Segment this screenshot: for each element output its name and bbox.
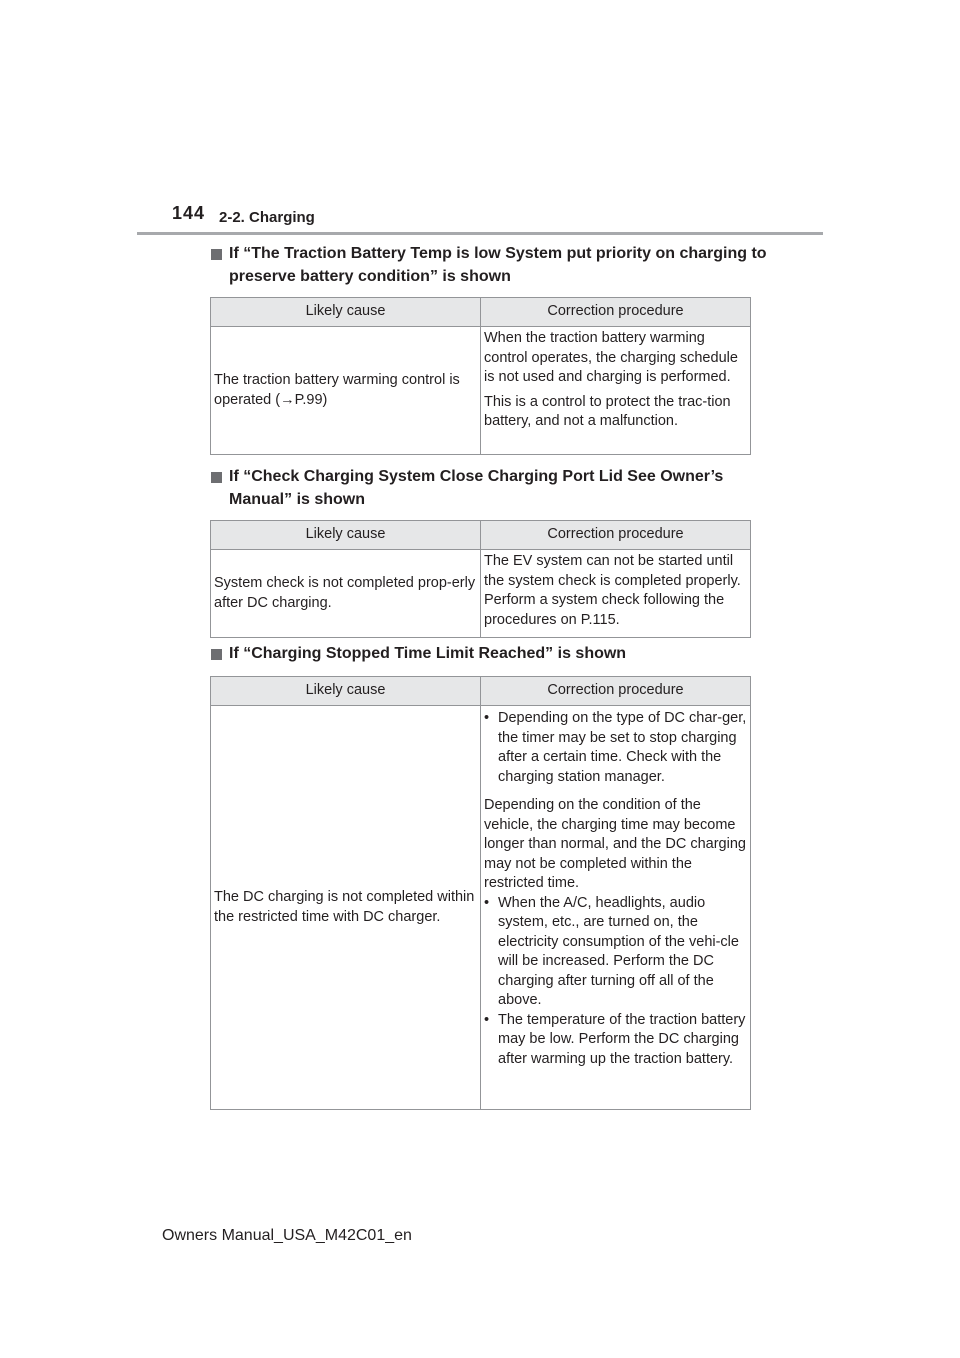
table-header-row: [211, 521, 751, 550]
table-header-row: [211, 298, 751, 327]
column-header-correction: Correction procedure: [481, 677, 751, 706]
square-bullet-icon: [211, 649, 222, 660]
table-row: [211, 550, 751, 638]
bullet-dot-icon: •: [484, 1011, 490, 1028]
column-header-cause: Likely cause: [211, 298, 481, 327]
table-time-limit-reached: [210, 676, 751, 1110]
table-low-battery-temp: [210, 297, 751, 455]
table-row: [211, 327, 751, 455]
header-rule: [137, 232, 823, 235]
page-number: 144: [172, 203, 206, 223]
column-header-correction: Correction procedure: [481, 298, 751, 327]
correction-cell: The EV system can not be started until the system check is completed properly. Perform a system check following the procedures on P.115.: [481, 550, 751, 638]
heading-time-limit-reached: If “Charging Stopped Time Limit Reached” is shown: [211, 642, 771, 665]
footer-text: Owners Manual_USA_M42C01_en: [162, 1227, 412, 1244]
column-header-cause: Likely cause: [211, 521, 481, 550]
table-check-charging-system: [210, 520, 751, 638]
square-bullet-icon: [211, 472, 222, 483]
square-bullet-icon: [211, 249, 222, 260]
likely-cause-cell: The DC charging is not completed within the restricted time with DC charger.: [211, 706, 481, 1110]
heading-check-charging-system: If “Check Charging System Close Charging Port Lid See Owner’s Manual” is shown: [211, 465, 771, 511]
correction-cell: When the traction battery warming control operates, the charging schedule is not used and charging is performed. This is a control to protect the trac-tion battery, and not a malfunction.: [481, 327, 751, 455]
bullet-dot-icon: •: [484, 710, 490, 726]
column-header-correction: Correction procedure: [481, 521, 751, 550]
bullet-dot-icon: •: [484, 894, 490, 911]
bullet-item: • Depending on the type of DC char-ger, the timer may be set to stop charging after a certain time. Check with the charging station manager.: [484, 710, 747, 785]
likely-cause-cell: System check is not completed prop-erly after DC charging.: [211, 550, 481, 638]
table-row: [211, 706, 751, 1110]
section-title: 2-2. Charging: [219, 209, 315, 226]
column-header-cause: Likely cause: [211, 677, 481, 706]
likely-cause-cell: The traction battery warming control is operated (→P.99): [211, 327, 481, 455]
bullet-item: • The temperature of the traction battery may be low. Perform the DC charging after warming up the traction battery.: [484, 1011, 746, 1067]
table-header-row: [211, 677, 751, 706]
bullet-item: • When the A/C, headlights, audio system, etc., are turned on, the electricity consumption of the vehi-cle will be increased. Perform the DC charging after turning off all of the above.: [484, 894, 739, 1008]
correction-cell: • Depending on the type of DC char-ger, the timer may be set to stop charging after a certain time. Check with the charging station manager. Depending on the condition of the vehicle, the charging time may become longer than normal, and the DC charging may not be completed within the restricted time. • When the A/C, headlights, audio system, etc., are turned on, the electricity consumption of the vehi-cle will be increased. Perform the DC charging after turning off all of the above. • The temperature of the traction battery may be low. Perform the DC charging after warming up the traction battery.: [481, 706, 751, 1110]
heading-low-battery-temp: If “The Traction Battery Temp is low System put priority on charging to preserve battery condition” is shown: [211, 242, 771, 288]
